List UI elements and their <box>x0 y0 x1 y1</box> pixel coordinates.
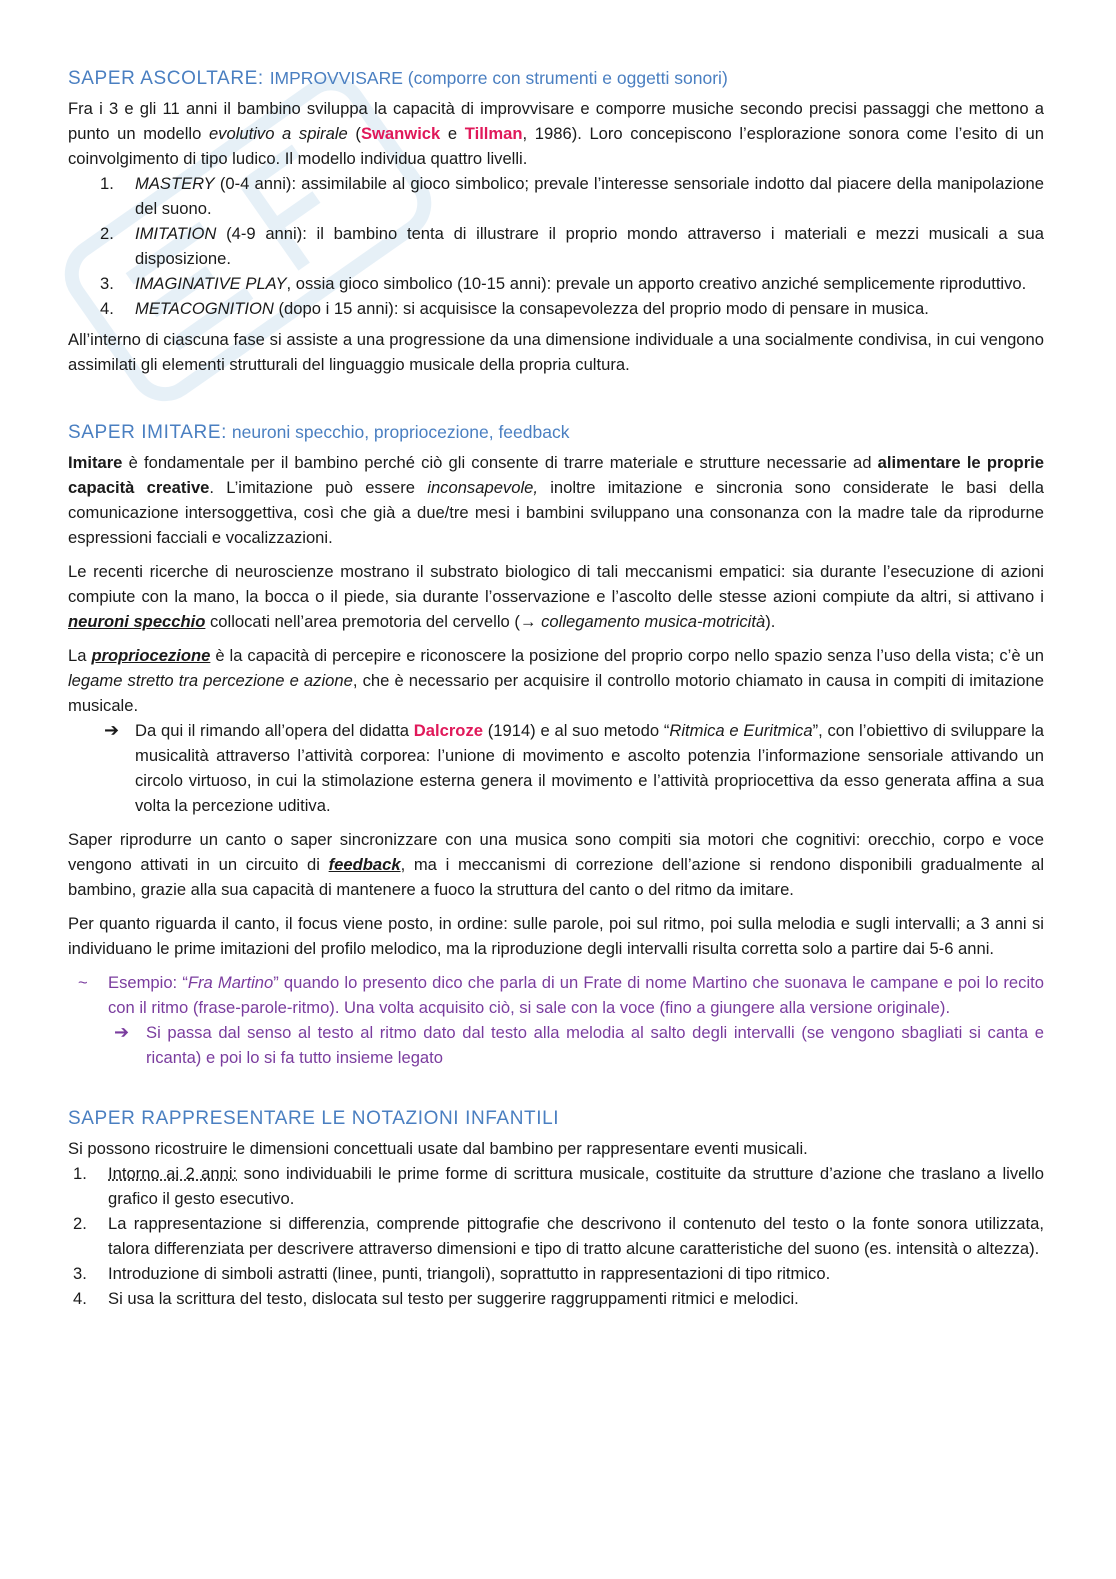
paragraph-canto: Per quanto riguarda il canto, il focus viene posto, in ordine: sulle parole, poi sul ritmo, poi sulla melodia e sugli intervalli; a 3 anni si individuano le prime imitazioni del profilo melodico, ma la riproduzione degli intervalli risulta corretta solo a partire dai 5-6 anni. <box>68 914 1044 958</box>
section-heading-imitare: SAPER IMITARE: neuroni specchio, propriocezione, feedback <box>68 422 570 443</box>
document-page <box>68 58 1044 1317</box>
section-heading-rappresentare: SAPER RAPPRESENTARE LE NOTAZIONI INFANTILI <box>68 1108 560 1129</box>
example-fra-martino: ~ Esempio: “Fra Martino” quando lo presento dico che parla di un Frate di nome Martino che suonava le campane e poi lo recito con il ritmo (frase-parole-ritmo). Una volta acquisito ciò, si sale con la voce (fino a giungere alla versione originale). <box>68 970 1044 1020</box>
list-item: 2. IMITATION (4-9 anni): il bambino tenta di illustrare il proprio mondo attraverso i materiali e mezzi musicali a sua disposizione. <box>100 224 1044 268</box>
list-item: 1. Intorno ai 2 anni: sono individuabili le prime forme di scrittura musicale, costituite da strutture d’azione che traslano a livello grafico il gesto esecutivo. <box>73 1164 1044 1208</box>
list-item: 4. METACOGNITION (dopo i 15 anni): si acquisisce la consapevolezza del proprio modo di pensare in musica. <box>100 299 929 318</box>
author-dalcroze: Dalcroze <box>413 721 483 740</box>
term-feedback: feedback <box>328 855 401 874</box>
arrow-icon: → <box>519 612 537 631</box>
paragraph-closing: All’interno di ciascuna fase si assiste a una progressione da una dimensione individuale a una socialmente condivisa, in cui vengono assimilati gli elementi strutturali del linguaggio musicale della propria cultura. <box>68 330 1044 374</box>
paragraph-feedback: Saper riprodurre un canto o saper sincronizzare con una musica sono compiti sia motori che cognitivi: orecchio, corpo e voce vengono attivati in un circuito di feedback, ma i meccanismi di correzione dell’azione si rendono disponibili gradualmente al bambino, grazie alla sua capacità di mantenere a fuoco la struttura del canto o del ritmo da imitare. <box>68 830 1045 899</box>
section-heading-ascoltare: SAPER ASCOLTARE: IMPROVVISARE (comporre con strumenti e oggetti sonori) <box>68 68 728 89</box>
list-item: 3. Introduzione di simboli astratti (linee, punti, triangoli), soprattutto in rappresentazioni di tipo ritmico. <box>73 1264 831 1283</box>
author-swanwick: Swanwick <box>360 124 441 143</box>
arrow-right-icon: ➔ <box>114 1022 130 1042</box>
arrow-right-icon: ➔ <box>104 720 120 740</box>
example-sub-point: ➔ Si passa dal senso al testo al ritmo dato dal testo alla melodia al salto degli intervalli (se vengono sbagliati si canta e ricanta) e poi lo si fa tutto insieme legato <box>114 1022 1044 1067</box>
notation-stages-list <box>68 1161 1044 1311</box>
paragraph-notazioni-intro: Si possono ricostruire le dimensioni concettuali usate dal bambino per rappresentare eventi musicali. <box>68 1139 808 1158</box>
paragraph-propriocezione: La propriocezione è la capacità di percepire e riconoscere la posizione del proprio corpo nello spazio senza l’uso della vista; c’è un legame stretto tra percezione e azione, che è necessario per acquisire il controllo motorio chiamato in causa in compiti di imitazione musicale. <box>68 646 1044 715</box>
arrow-point-dalcroze: ➔ Da qui il rimando all’opera del didatta Dalcroze (1914) e al suo metodo “Ritmica e Euritmica”, con l’obiettivo di sviluppare la musicalità attraverso l’attività corporea: l’unione di movimento e ascolto potenzia l’informazione sensoriale attivando un circolo virtuoso, in cui la stimolazione esterna genera il movimento e l’attività propriocettiva da esso generata affina a sua volta la percezione uditiva. <box>104 720 1044 815</box>
list-item: 4. Si usa la scrittura del testo, dislocata sul testo per suggerire raggruppamenti ritmici e melodici. <box>73 1289 799 1308</box>
paragraph-neuroscienze: Le recenti ricerche di neuroscienze mostrano il substrato biologico di tali meccanismi empatici: sia durante l’esecuzione di azioni compiute con la mano, la bocca o il piede, sia durante l’osservazione e l’ascolto delle stesse azioni compiute da altri, si attivano i neuroni specchio collocati nell’area premotoria del cervello (→ collegamento musica-motricità). <box>68 562 1044 631</box>
paragraph-intro: Fra i 3 e gli 11 anni il bambino sviluppa la capacità di improvvisare e comporre musiche secondo precisi passaggi che mettono a punto un modello evolutivo a spirale (Swanwick e Tillman, 1986). Loro concepiscono l’esplorazione sonora come l’esito di un coinvolgimento di tipo ludico. Il modello individua quattro livelli. <box>68 99 1045 168</box>
paragraph-imitare: Imitare è fondamentale per il bambino perché ciò gli consente di trarre materiale e strutture necessarie ad alimentare le proprie capacità creative. L’imitazione può essere inconsapevole, inoltre imitazione e sincronia sono considerate le basi della comunicazione intersoggettiva, così che già a due/tre mesi i bambini sviluppano una consonanza con la madre tale da riprodurne espressioni facciali e vocalizzazioni. <box>68 453 1045 547</box>
list-item: 3. IMAGINATIVE PLAY, ossia gioco simbolico (10-15 anni): prevale un apporto creativo anziché semplicemente riproduttivo. <box>100 274 1027 293</box>
list-item: 2. La rappresentazione si differenzia, comprende pittografie che descrivono il contenuto del testo o la fonte sonora utilizzata, talora differenziata per descrivere attraverso dimensioni e tipo di tratto alcune caratteristiche del suono (es. intensità o altezza). <box>73 1214 1044 1258</box>
tilde-bullet-icon: ~ <box>78 973 88 992</box>
list-item: 1. MASTERY (0-4 anni): assimilabile al gioco simbolico; prevale l’interesse sensoriale indotto dal piacere della manipolazione del suono. <box>100 174 1044 218</box>
author-tillman: Tillman <box>464 124 523 143</box>
term-neuroni-specchio: neuroni specchio <box>68 612 206 631</box>
term-propriocezione: propriocezione <box>91 646 211 665</box>
levels-list <box>68 171 1044 321</box>
